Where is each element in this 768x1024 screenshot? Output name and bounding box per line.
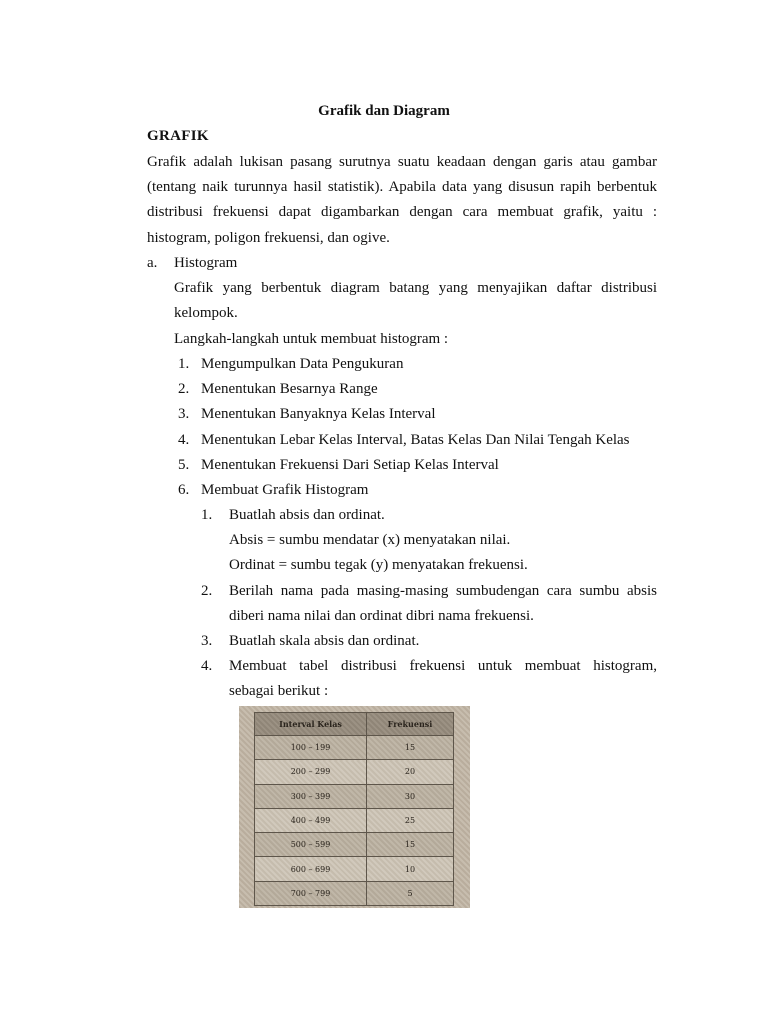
table-row [255, 857, 454, 881]
list-marker-a: a. [147, 255, 158, 271]
interval-cell: 300 – 399 [255, 784, 367, 808]
substep-3 [229, 629, 657, 654]
description-line: Grafik yang berbentuk diagram batang yang menyajikan daftar distribusi [174, 280, 657, 296]
histogram-label: Histogram [174, 255, 238, 271]
table-row [255, 881, 454, 905]
step-number: 6. [178, 482, 190, 498]
substep-1 [229, 503, 657, 579]
frequency-cell: 5 [367, 881, 454, 905]
substep-2 [229, 579, 657, 629]
substep-line: sebagai berikut : [229, 683, 329, 700]
frequency-table-image [239, 706, 470, 908]
steps-intro: Langkah-langkah untuk membuat histogram : [174, 331, 449, 347]
interval-cell: 200 – 299 [255, 760, 367, 784]
step-text: Menentukan Frekuensi Dari Setiap Kelas Interval [201, 456, 499, 473]
interval-cell: 500 – 599 [255, 833, 367, 857]
steps-list [174, 352, 657, 504]
intro-line: Grafik adalah lukisan pasang surutnya suatu keadaan dengan garis atau gambar [147, 154, 657, 170]
substep-line: Absis = sumbu mendatar (x) menyatakan nilai. [229, 532, 511, 549]
table-header-row [255, 713, 454, 736]
table-row [255, 808, 454, 832]
substep-number: 3. [201, 633, 213, 649]
document-title: Grafik dan Diagram [318, 103, 450, 119]
table-row [255, 784, 454, 808]
substep-number: 1. [201, 507, 213, 523]
step-number: 4. [178, 431, 190, 448]
description-line: kelompok. [174, 305, 238, 322]
substep-number: 2. [201, 583, 213, 599]
substep-line: diberi nama nilai dan ordinat dibri nama frekuensi. [229, 608, 534, 625]
table-row [255, 833, 454, 857]
step-number: 3. [178, 406, 190, 423]
interval-cell: 400 – 499 [255, 808, 367, 832]
interval-cell: 700 – 799 [255, 881, 367, 905]
step-text: Menentukan Banyaknya Kelas Interval [201, 406, 436, 423]
step-text: Menentukan Besarnya Range [201, 381, 378, 398]
intro-line: histogram, poligon frekuensi, dan ogive. [147, 229, 390, 246]
step-number: 1. [178, 356, 190, 372]
table-row [255, 760, 454, 784]
frequency-cell: 20 [367, 760, 454, 784]
intro-line: (tentang naik turunnya hasil statistik). Apabila data yang disusun rapih berbentuk [147, 179, 657, 196]
frequency-cell: 15 [367, 736, 454, 760]
step-text: Menentukan Lebar Kelas Interval, Batas Kelas Dan Nilai Tengah Kelas [201, 431, 630, 448]
substep-line: Ordinat = sumbu tegak (y) menyatakan frekuensi. [229, 557, 528, 574]
column-header-interval: Interval Kelas [255, 713, 367, 736]
interval-cell: 100 – 199 [255, 736, 367, 760]
substep-line: Berilah nama pada masing-masing sumbudengan cara sumbu absis [229, 583, 657, 599]
frequency-cell: 30 [367, 784, 454, 808]
substep-line: Membuat tabel distribusi frekuensi untuk membuat histogram, [229, 658, 657, 674]
intro-line: distribusi frekuensi dapat digambarkan dengan cara membuat grafik, yaitu : [147, 204, 657, 221]
substep-line: Buatlah absis dan ordinat. [229, 507, 385, 523]
interval-cell: 600 – 699 [255, 857, 367, 881]
step-number: 5. [178, 456, 190, 473]
frequency-table [254, 712, 454, 906]
substep-line: Buatlah skala absis dan ordinat. [229, 633, 420, 649]
frequency-cell: 25 [367, 808, 454, 832]
histogram-description [174, 276, 657, 326]
step-text: Membuat Grafik Histogram [201, 482, 369, 498]
step-number: 2. [178, 381, 190, 398]
intro-paragraph [147, 150, 657, 251]
frequency-cell: 10 [367, 857, 454, 881]
column-header-frequency: Frekuensi [367, 713, 454, 736]
frequency-cell: 15 [367, 833, 454, 857]
substep-number: 4. [201, 658, 213, 674]
table-row [255, 736, 454, 760]
substep-4 [229, 654, 657, 704]
section-heading-grafik: GRAFIK [147, 128, 209, 144]
step-text: Mengumpulkan Data Pengukuran [201, 356, 404, 372]
